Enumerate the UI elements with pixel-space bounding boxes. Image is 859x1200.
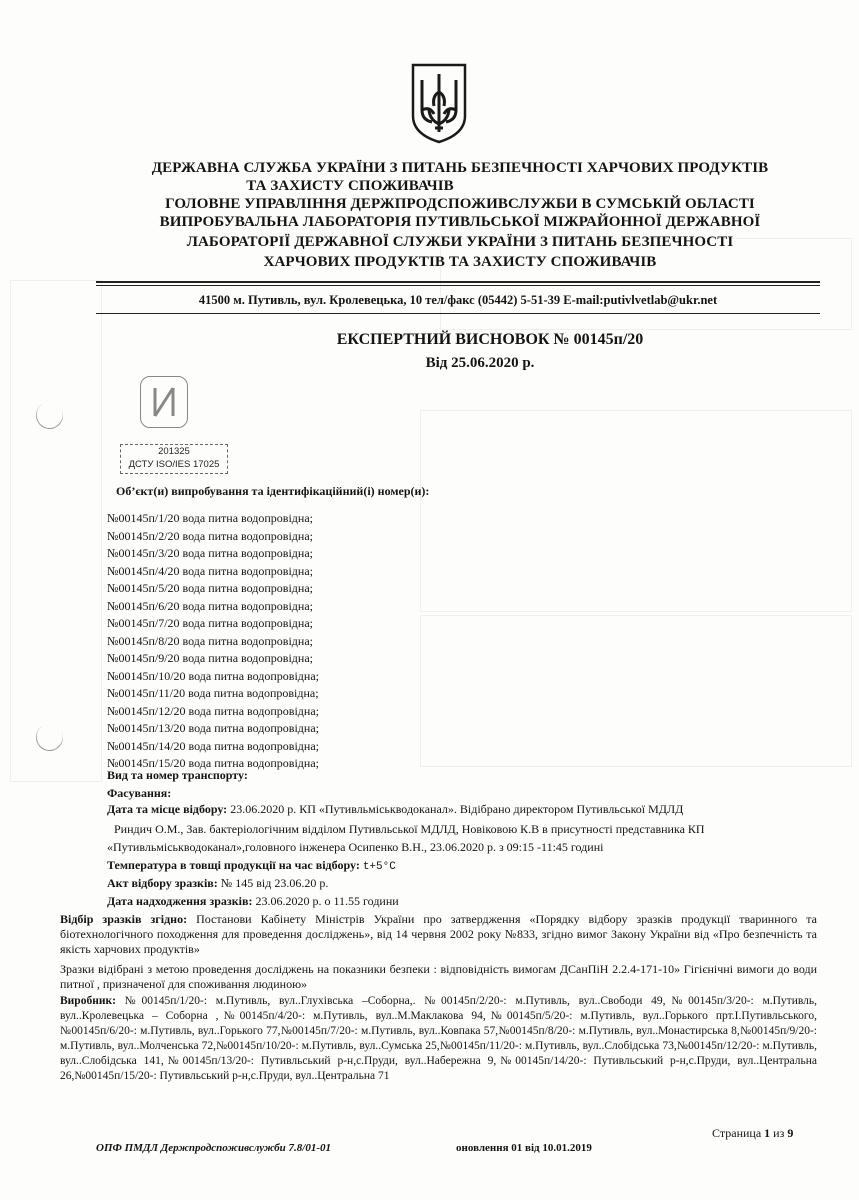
list-item: №00145п/4/20 вода питна водопровідна;: [107, 563, 313, 578]
objects-label: Об’єкт(и) випробування та ідентифікаційний(і) номер(и):: [116, 484, 430, 498]
header-address: 41500 м. Путивль, вул. Кролевецька, 10 тел/факс (05442) 5-51-39 E-mail:putivlvetlab@ukr.net: [198, 293, 718, 307]
list-item: №00145п/8/20 вода питна водопровідна;: [107, 633, 313, 648]
act-label: Акт відбору зразків:: [107, 876, 218, 890]
header-rule: [96, 285, 820, 286]
page-current: 1: [764, 1126, 771, 1140]
temperature-label: Температура в товщі продукції на час відбору:: [107, 858, 360, 872]
document-date: Від 25.06.2020 р.: [425, 355, 535, 371]
list-item: №00145п/9/20 вода питна водопровідна;: [107, 651, 313, 665]
header-line-1: ДЕРЖАВНА СЛУЖБА УКРАЇНИ З ПИТАНЬ БЕЗПЕЧНОСТІ ХАРЧОВИХ ПРОДУКТІВ: [151, 160, 769, 176]
address-rule: [96, 313, 820, 314]
footer-form-code: ОПФ ПМДЛ Держпродспоживслужби 7.8/01-01: [96, 1142, 332, 1154]
header-line-2: ТА ЗАХИСТУ СПОЖИВАЧІВ: [246, 178, 454, 194]
bleed-through-shadow: [10, 280, 102, 782]
act-value: № 145 від 23.06.20 р.: [217, 876, 329, 890]
transport-label: Вид та номер транспорту:: [107, 768, 248, 782]
arrival-label: Дата надходження зразків:: [107, 894, 253, 908]
sampling-line-1: [107, 802, 683, 816]
document-title: ЕКСПЕРТНИЙ ВИСНОВОК № 00145п/20: [336, 331, 644, 348]
purpose-paragraph: Зразки відібрані з метою проведення досліджень на показники безпеки : відповідність вимогам ДСанПіН 2.2.4-171-10» Гігієнічні вимоги до води питної , призначеної для споживання людиною»: [60, 962, 817, 991]
temperature-value: t+5°C: [362, 861, 396, 873]
list-item: №00145п/1/20 вода питна водопровідна;: [107, 511, 313, 525]
basis-paragraph: [60, 912, 817, 957]
footer-revision: оновлення 01 від 10.01.2019: [456, 1142, 592, 1154]
producer-text: №00145п/1/20-: м.Путивль, вул..Глухівська –Соборна,. №00145п/2/20-: м.Путивль, вул..Свободи 49,№00145п/3/20-: м.Путивль, вул..Кролевецька – Соборна ,№00145п/4/20-: м.Путивль, вул..М.Маклакова 94,№00145п/5/20-: м.Путивль, вул..Горького прт.І.Путивльського,№00145п/6/20-: м.Путивль, вул..Горького 77,№00145п/7/20-: м.Путивль, вул..Ковпака 57,№00145п/8/20-: м.Путивль, вул..Монастирська 8,№00145п/9/20-: м.Путивль, вул..Молченська 72,№00145п/10/20-: м.Путивль, вул..Сумська 25,№00145п/11/20-: м.Путивль, вул..Слобідська 73,№00145п/12/20-: м.Путивль, вул..Слобідська 141,№00145п/13/20-: Путивльський р-н,с.Пруди, вул..Набережна 9,№00145п/14/20-: Путивльський р-н,с.Пруди, вул..Центральна 26,№00145п/15/20-: Путивльський р-н,с.Пруди, вул..Центральна 71: [60, 995, 817, 1082]
arrival-value: 23.06.2020 р. о 11.55 години: [252, 894, 399, 908]
bleed-through-shadow: [420, 615, 852, 767]
basis-text: Постанови Кабінету Міністрів України про затвердження «Порядку відбору зразків продукції тваринного та біотехнологічного походження для проведення досліджень», від 14 червня 2002 року №833, згідно вимог Закону України від «Про безпечність та якість харчових продуктів»: [60, 912, 817, 956]
basis-label: Відбір зразків згідно:: [60, 912, 188, 926]
sampling-text-1: 23.06.2020 р. КП «Путивльміськводоканал». Відібрано директором Путивльської МДЛД: [227, 802, 684, 816]
footer-page-number: [712, 1126, 793, 1141]
list-item: №00145п/10/20 вода питна водопровідна;: [107, 668, 319, 683]
sampling-line-3: «Путивльміськводоканал»,головного інженера Осипенко В.Н., 23.06.2020 р. з 09:15 -11:45 годині: [107, 840, 604, 854]
list-item: №00145п/14/20 вода питна водопровідна;: [107, 738, 319, 753]
list-item: №00145п/11/20 вода питна водопровідна;: [107, 686, 319, 700]
producer-label: Виробник:: [60, 995, 116, 1007]
list-item: №00145п/5/20 вода питна водопровідна;: [107, 581, 313, 595]
packaging-label: Фасування:: [107, 786, 172, 800]
act-line: [107, 876, 328, 890]
list-item: №00145п/3/20 вода питна водопровідна;: [107, 546, 313, 560]
accreditation-box: [120, 444, 228, 474]
arrival-line: [107, 894, 399, 908]
accreditation-standard: ДСТУ ISO/IES 17025: [128, 459, 220, 470]
list-item: №00145п/2/20 вода питна водопровідна;: [107, 528, 313, 543]
header-line-4: ВИПРОБУВАЛЬНА ЛАБОРАТОРІЯ ПУТИВЛЬСЬКОЇ МІЖРАЙОННОЇ ДЕРЖАВНОЇ: [159, 214, 761, 230]
bleed-through-shadow: [420, 410, 852, 612]
page-total: 9: [787, 1126, 794, 1140]
page-mid: из: [770, 1126, 788, 1140]
bleed-through-shadow: [440, 238, 852, 330]
list-item: №00145п/6/20 вода питна водопровідна;: [107, 598, 313, 613]
accreditation-number: 201325: [158, 446, 190, 457]
temperature-line: [107, 858, 396, 874]
page-prefix: Страница: [712, 1126, 765, 1140]
list-item: №00145п/12/20 вода питна водопровідна;: [107, 703, 319, 718]
header-line-3: ГОЛОВНЕ УПРАВЛІННЯ ДЕРЖПРОДСПОЖИВСЛУЖБИ В СУМСЬКІЙ ОБЛАСТІ: [165, 196, 755, 212]
list-item: №00145п/7/20 вода питна водопровідна;: [107, 616, 313, 630]
coat-of-arms-icon: [410, 62, 468, 144]
sampling-line-2: Риндич О.М., Зав. бактеріологічним відділом Путивльської МДЛД, Новіковою К.В в присутності представника КП: [114, 822, 705, 836]
header-rule: [96, 281, 820, 283]
list-item: №00145п/15/20 вода питна водопровідна;: [107, 756, 319, 770]
accreditation-logo-icon: [140, 376, 188, 428]
objects-list: [107, 510, 319, 773]
list-item: №00145п/13/20 вода питна водопровідна;: [107, 721, 319, 735]
sampling-label: Дата та місце відбору:: [107, 802, 228, 816]
header-line-5: ЛАБОРАТОРІЇ ДЕРЖАВНОЇ СЛУЖБИ УКРАЇНИ З ПИТАНЬ БЕЗПЕЧНОСТІ: [186, 234, 734, 250]
producer-paragraph: [60, 994, 817, 1084]
header-line-6: ХАРЧОВИХ ПРОДУКТІВ ТА ЗАХИСТУ СПОЖИВАЧІВ: [263, 254, 657, 270]
